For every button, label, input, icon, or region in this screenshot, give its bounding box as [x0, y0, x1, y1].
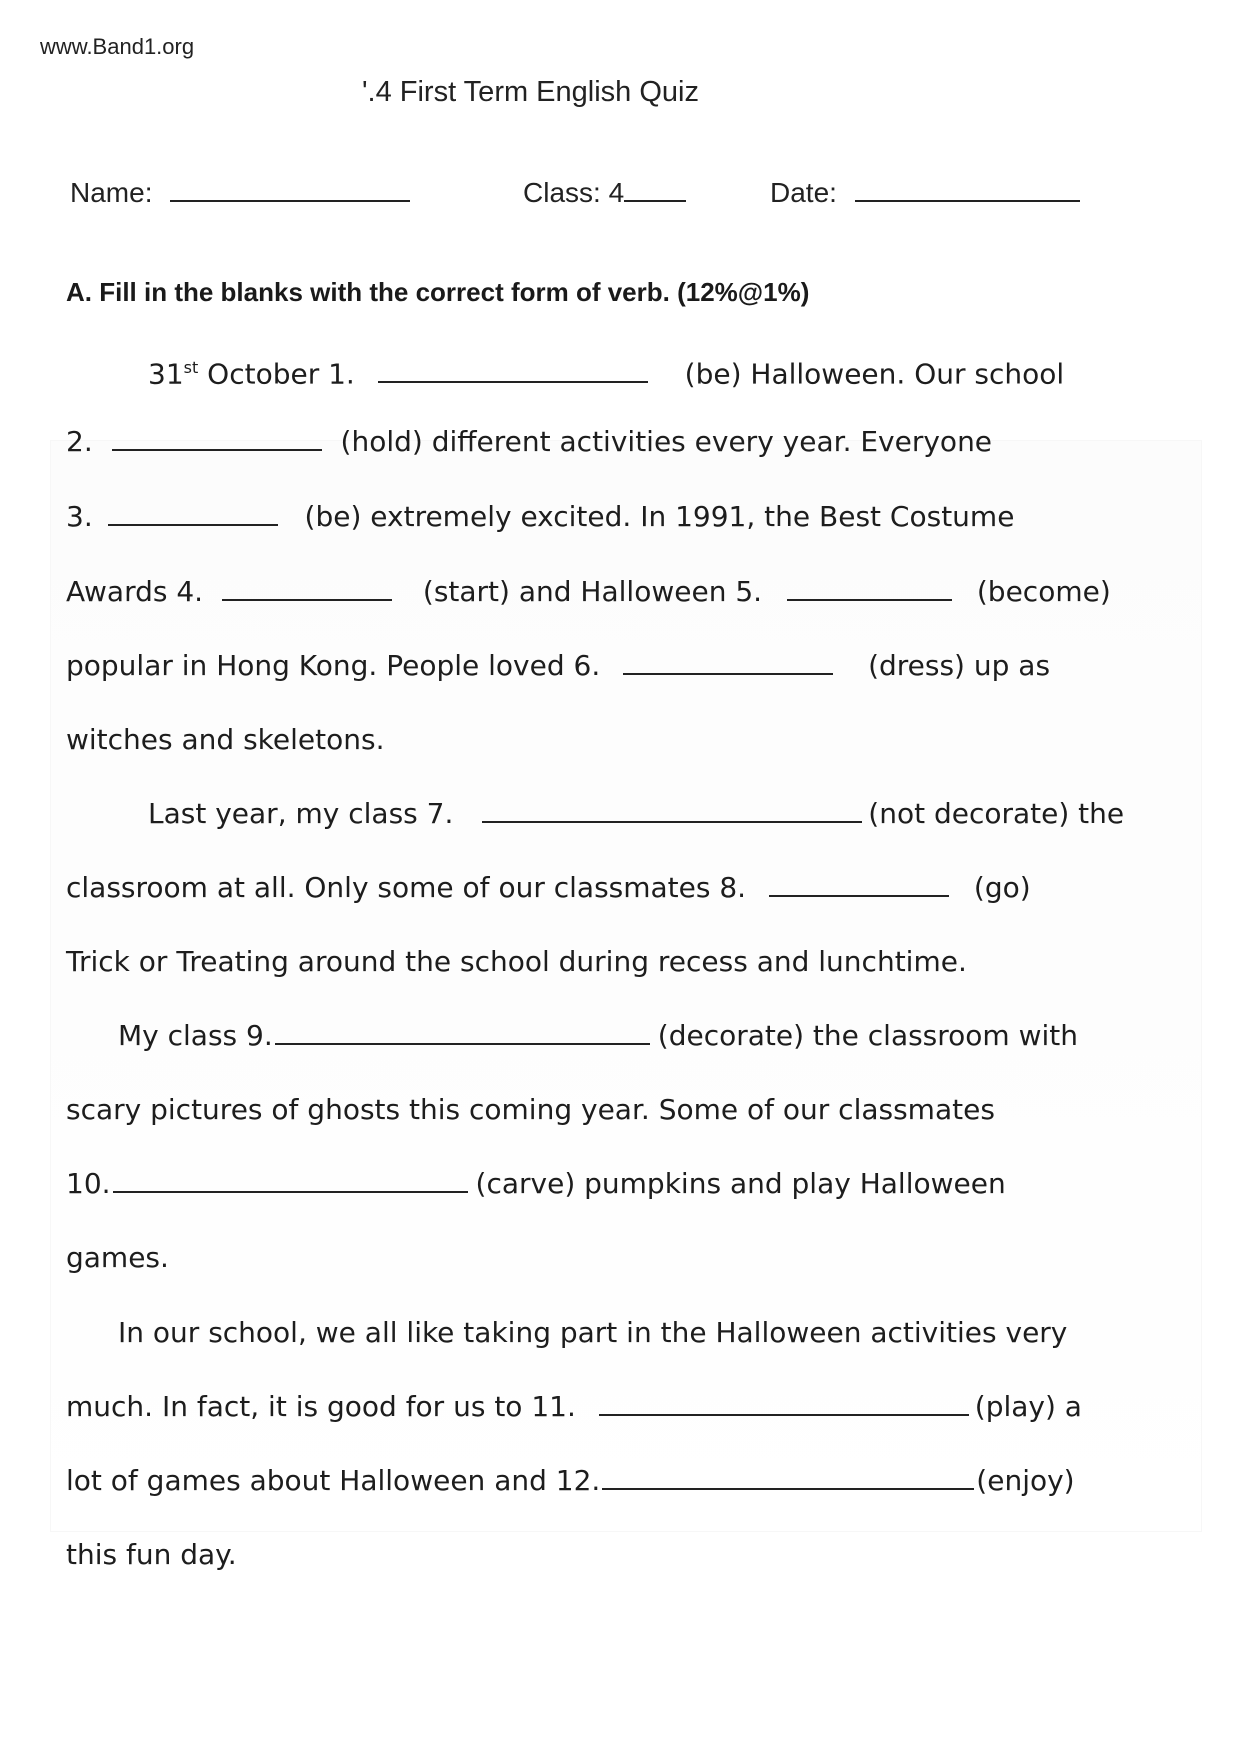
class-label: Class: 4: [523, 177, 625, 208]
blank-1[interactable]: [378, 359, 648, 383]
blank-10[interactable]: [113, 1169, 468, 1193]
line-5: popular in Hong Kong. People loved 6. (dress) up as: [66, 649, 1051, 682]
line-2: 2. (hold) different activities every year. Everyone: [66, 425, 993, 458]
date-field[interactable]: [770, 174, 1080, 209]
blank-6[interactable]: [623, 651, 833, 675]
line-8: classroom at all. Only some of our classmates 8. (go): [66, 871, 1031, 904]
line-16: lot of games about Halloween and 12. (enjoy): [66, 1464, 1075, 1497]
blank-8[interactable]: [769, 873, 949, 897]
name-blank[interactable]: [170, 174, 410, 202]
class-blank[interactable]: [624, 174, 686, 202]
blank-11[interactable]: [599, 1392, 969, 1416]
line-3: 3. (be) extremely excited. In 1991, the Best Costume: [66, 500, 1015, 533]
date-label: Date:: [770, 177, 837, 208]
line-12: 10. (carve) pumpkins and play Halloween: [66, 1167, 1006, 1200]
page-title: '.4 First Term English Quiz: [362, 76, 699, 108]
line-15: much. In fact, it is good for us to 11. (play) a: [66, 1390, 1082, 1423]
line-7: Last year, my class 7. (not decorate) the: [148, 797, 1125, 830]
blank-12[interactable]: [602, 1466, 974, 1490]
website-url: www.Band1.org: [40, 34, 195, 59]
line-11: scary pictures of ghosts this coming year. Some of our classmates: [66, 1093, 995, 1126]
blank-5[interactable]: [787, 577, 952, 601]
line-14: In our school, we all like taking part in the Halloween activities very: [118, 1316, 1068, 1349]
line-13: games.: [66, 1241, 169, 1274]
line-17: this fun day.: [66, 1538, 237, 1571]
line-4: Awards 4. (start) and Halloween 5. (become): [66, 575, 1111, 608]
name-field[interactable]: [70, 174, 410, 209]
blank-2[interactable]: [112, 427, 322, 451]
line-6: witches and skeletons.: [66, 723, 385, 756]
line-10: My class 9. (decorate) the classroom with: [118, 1019, 1079, 1052]
section-a-heading: A. Fill in the blanks with the correct form of verb. (12%@1%): [66, 277, 810, 307]
blank-3[interactable]: [108, 502, 278, 526]
blank-4[interactable]: [222, 577, 392, 601]
blank-9[interactable]: [275, 1021, 650, 1045]
class-field[interactable]: [523, 174, 686, 209]
name-label: Name:: [70, 177, 153, 208]
line-1: 31st October 1. (be) Halloween. Our school: [148, 357, 1065, 391]
blank-7[interactable]: [482, 799, 862, 823]
line-9: Trick or Treating around the school during recess and lunchtime.: [66, 945, 967, 978]
date-blank[interactable]: [855, 174, 1080, 202]
